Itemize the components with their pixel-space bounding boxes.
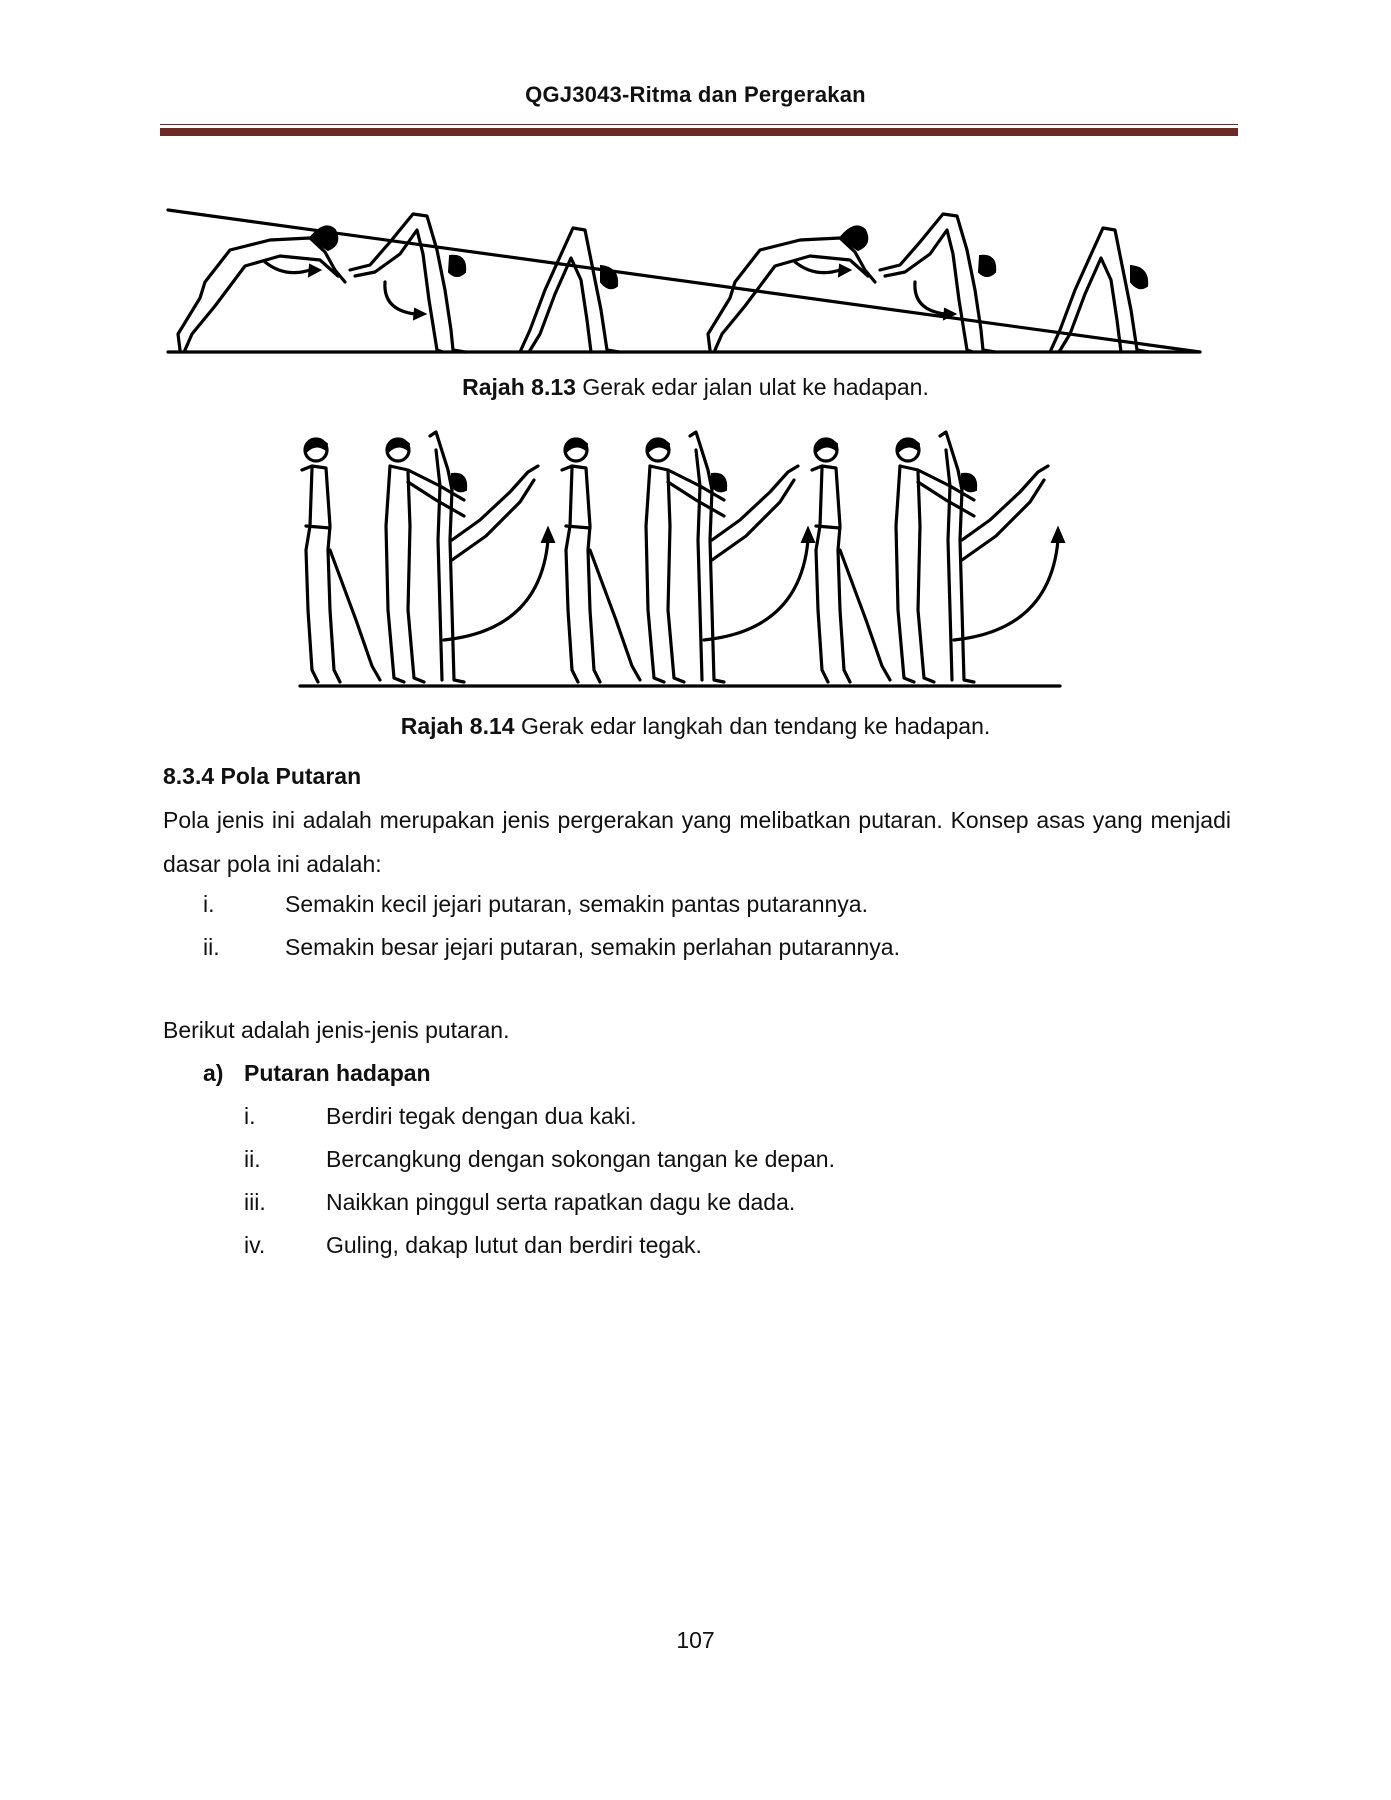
step-pose-stand xyxy=(302,439,380,682)
section-heading: 8.3.4 Pola Putaran xyxy=(163,763,362,789)
step-text: Guling, dakap lutut dan berdiri tegak. xyxy=(326,1232,702,1258)
inchworm-pose-plank xyxy=(178,226,345,350)
figure-8-13-text: Gerak edar jalan ulat ke hadapan. xyxy=(582,374,929,400)
figure-8-14-text: Gerak edar langkah dan tendang ke hadapan. xyxy=(520,713,991,739)
concept-text: Semakin besar jejari putaran, semakin perlahan putarannya. xyxy=(285,934,900,960)
inchworm-pose-arch xyxy=(880,214,995,352)
subsection-marker: a) xyxy=(203,1060,224,1086)
concept-number: ii. xyxy=(203,934,220,960)
step-kick-illustration xyxy=(300,430,1100,695)
page-number: 107 xyxy=(676,1627,715,1653)
step-pose-kick xyxy=(940,432,1064,682)
inchworm-walk-illustration xyxy=(160,210,1240,360)
step-text: Bercangkung dengan sokongan tangan ke depan. xyxy=(326,1146,835,1172)
inchworm-pose-plank xyxy=(708,226,875,350)
concept-text: Semakin kecil jejari putaran, semakin pantas putarannya. xyxy=(285,891,868,917)
header-rule-thin xyxy=(160,124,1238,125)
section-intro: Pola jenis ini adalah merupakan jenis pergerakan yang melibatkan putaran. Konsep asas yang menjadi dasar pola ini adalah: xyxy=(163,807,1231,877)
header-rule-thick xyxy=(160,128,1238,136)
step-number: i. xyxy=(244,1103,256,1129)
inchworm-pose-pike xyxy=(520,228,619,352)
step-pose-stand xyxy=(812,439,890,682)
concept-number: i. xyxy=(203,891,215,917)
step-pose-kick xyxy=(690,432,814,682)
figure-8-14-label: Rajah 8.14 xyxy=(400,713,515,739)
step-text: Berdiri tegak dengan dua kaki. xyxy=(326,1103,637,1129)
figure-8-13-label: Rajah 8.13 xyxy=(462,374,576,400)
step-pose-kick xyxy=(430,432,554,682)
figure-8-13-caption xyxy=(0,374,1391,401)
step-number: iii. xyxy=(244,1189,266,1215)
step-number: ii. xyxy=(244,1146,261,1172)
step-number: iv. xyxy=(244,1232,266,1258)
step-text: Naikkan pinggul serta rapatkan dagu ke dada. xyxy=(326,1189,796,1215)
figure-8-14-caption xyxy=(0,713,1391,740)
subsection-title: Putaran hadapan xyxy=(244,1060,431,1086)
running-header: QGJ3043-Ritma dan Pergerakan xyxy=(525,82,866,107)
step-pose-stand xyxy=(562,439,640,682)
types-intro: Berikut adalah jenis-jenis putaran. xyxy=(163,1017,510,1043)
inchworm-pose-arch xyxy=(350,214,465,352)
